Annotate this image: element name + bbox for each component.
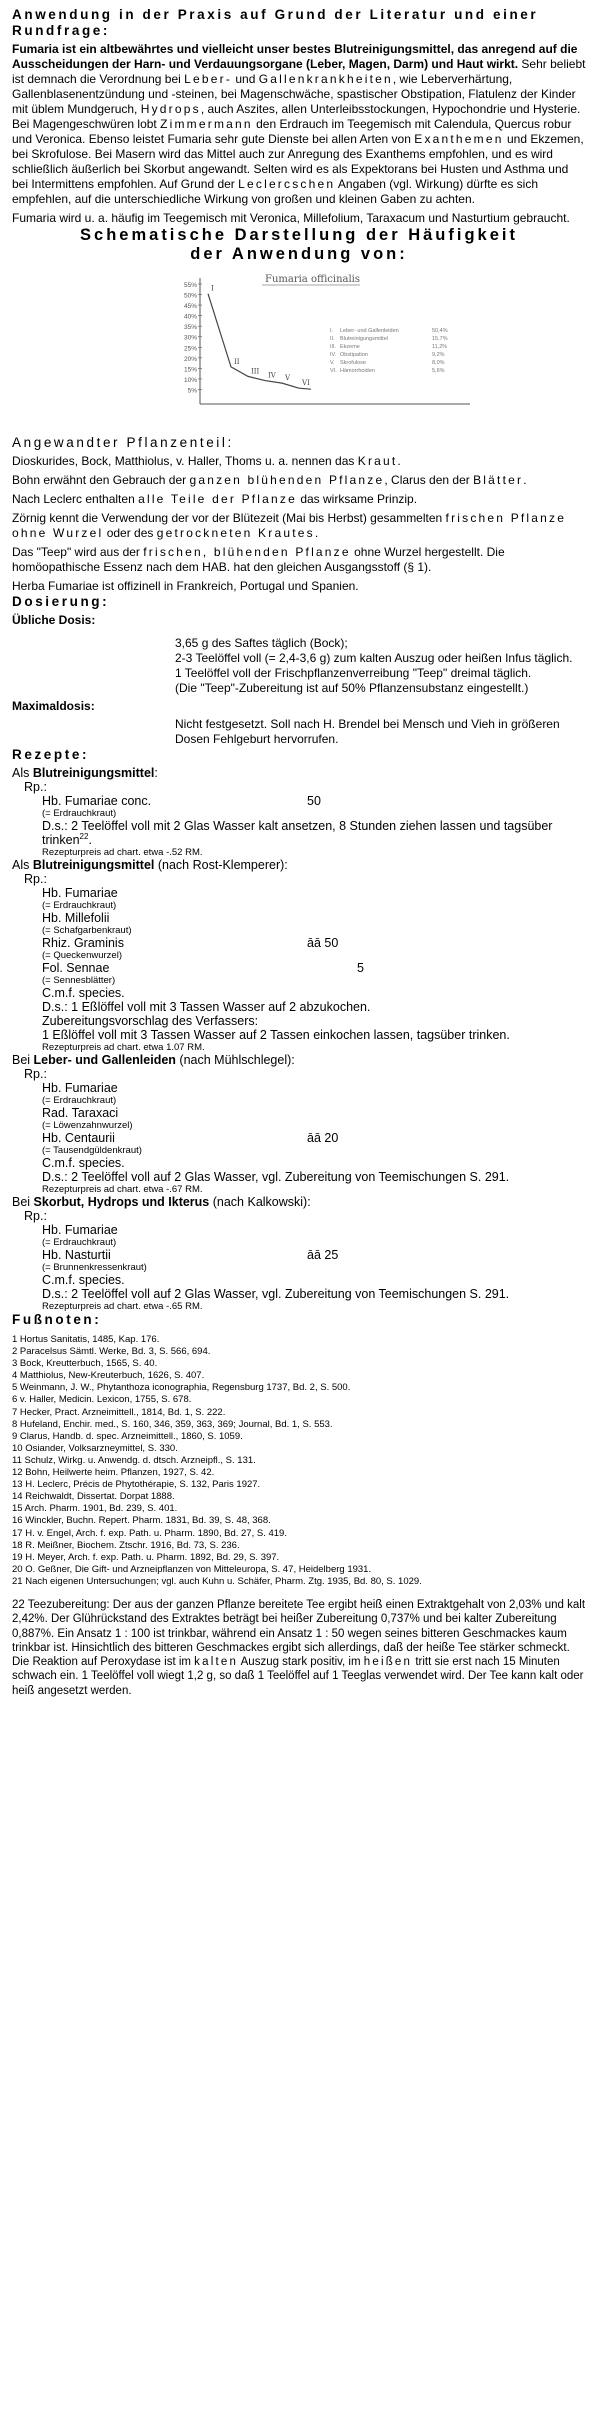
legend-num: V. (330, 360, 335, 366)
footnote: 9 Clarus, Handb. d. spec. Arzneimittell., 1860, S. 1059. (12, 1430, 243, 1442)
usual-dose-body (175, 636, 586, 696)
footnote: 13 H. Leclerc, Précis de Phytothérapie, S. 132, Paris 1927. (12, 1479, 261, 1491)
recipe-synonym: (= Tausendgüldenkraut) (42, 1145, 142, 1156)
footnote: 18 R. Meißner, Biochem. Ztschr. 1916, Bd. 73, S. 236. (12, 1539, 240, 1551)
recipe-price: Rezepturpreis ad chart. etwa -.65 RM. (42, 1301, 203, 1312)
pflanzenteil-line-3: Nach Leclerc enthalten alle Teile der Pflanze das wirksame Prinzip. (12, 492, 418, 506)
pflanzenteil-line-4: Zörnig kennt die Verwendung der vor der Blütezeit (Mai bis Herbst) gesammelten frischen Pflanze ohne Wurzel oder des getrockneten Krautes. (12, 511, 567, 540)
recipe-synonym: (= Löwenzahnwurzel) (42, 1120, 133, 1131)
section-title-schematic: Schematische Darstellung der Häufigkeit der Anwendung von: (80, 226, 518, 263)
chart-title: Fumaria officinalis (265, 274, 360, 285)
recipe-rp: Rp.: (24, 780, 47, 794)
y-tick-label: 40% (183, 313, 197, 321)
section-title-rezepte: Rezepte: (12, 747, 90, 762)
legend-label: Hämorrhoiden (340, 368, 375, 374)
legend-num: I. (330, 328, 334, 334)
footnote: 16 Winckler, Buchn. Repert. Pharm. 1831, Bd. 39, S. 48, 368. (12, 1515, 271, 1527)
section-title-pflanzenteil: Angewandter Pflanzenteil: (12, 435, 234, 450)
recipe-ingredient: Rad. Taraxaci (42, 1106, 119, 1120)
legend-label: Obstipation (340, 352, 368, 358)
frequency-chart-svg (170, 270, 480, 435)
footnote: 10 Osiander, Volksarzneymittel, S. 330. (12, 1442, 178, 1454)
recipe-2-intro: Als Blutreinigungsmittel (nach Rost-Klemperer): (12, 858, 288, 872)
recipe-synonym: (= Erdrauchkraut) (42, 900, 117, 911)
paragraph-teegemisch: Fumaria wird u. a. häufig im Teegemisch mit Veronica, Millefolium, Taraxacum und Nasturtium gebraucht. (12, 211, 570, 225)
footnote: 6 v. Haller, Medicin. Lexicon, 1755, S. 678. (12, 1394, 192, 1406)
pflanzenteil-line-1: Dioskurides, Bock, Matthiolus, v. Haller, Thoms u. a. nennen das Kraut. (12, 454, 401, 468)
recipe-price: Rezepturpreis ad chart. etwa 1.07 RM. (42, 1042, 205, 1053)
y-tick-label: 35% (183, 324, 197, 332)
recipe-rp: Rp.: (24, 872, 47, 886)
y-tick-label: 5% (187, 387, 197, 395)
section-title-dosierung: Dosierung: (12, 594, 110, 609)
section-title-praxis: Anwendung in der Praxis auf Grund der Literatur und einer Rundfrage: (12, 7, 539, 38)
legend-label: Blutreinigungsmittel (340, 336, 388, 342)
point-label: IV (268, 371, 276, 380)
footnote: 11 Schulz, Wirkg. u. Anwendg. d. dtsch. Arzneipfl., S. 131. (12, 1454, 256, 1466)
recipe-rp: Rp.: (24, 1067, 47, 1081)
frequency-chart (170, 270, 480, 435)
recipe-instructions: D.s.: 2 Teelöffel voll mit 2 Glas Wasser kalt ansetzen, 8 Stunden ziehen lassen und tagsüber trinken$^{22}$. (42, 819, 553, 847)
recipe-1-intro: Als Blutreinigungsmittel: (12, 766, 158, 780)
recipe-ingredient: Fol. Sennae 5 (42, 961, 364, 975)
legend-label: Ekzeme (340, 344, 360, 350)
legend-value: 15,7% (432, 336, 448, 342)
point-label: II (234, 357, 240, 366)
recipe-cmf: C.m.f. species. (42, 1273, 125, 1287)
footnote: 14 Reichwaldt, Dissertat. Dorpat 1888. (12, 1491, 175, 1503)
legend-label: Leber- und Gallenleiden (340, 328, 399, 334)
usual-dose-line: 3,65 g des Saftes täglich (Bock); (175, 636, 348, 650)
footnote: 5 Weinmann, J. W., Phytanthoza iconographia, Regensburg 1737, Bd. 2, S. 500. (12, 1382, 351, 1394)
y-tick-label: 10% (183, 376, 197, 384)
recipe-ingredient: Hb. Millefolii (42, 911, 110, 925)
recipe-cmf: C.m.f. species. (42, 1156, 125, 1170)
recipe-ingredient: Rhiz. Graminis āā 50 (42, 936, 339, 950)
usual-dose-line: 2-3 Teelöffel voll (= 2,4-3,6 g) zum kalten Auszug oder heißen Infus täglich. (175, 651, 573, 665)
legend-num: VI. (330, 368, 337, 374)
recipe-ingredient: Hb. Fumariae (42, 1081, 118, 1095)
footnote: 7 Hecker, Pract. Arzneimittell., 1814, Bd. 1, S. 222. (12, 1406, 226, 1418)
recipe-synonym: (= Brunnenkressenkraut) (42, 1262, 147, 1273)
recipe-proposal-label: Zubereitungsvorschlag des Verfassers: (42, 1014, 259, 1028)
recipe-rp: Rp.: (24, 1209, 47, 1223)
legend-num: IV. (330, 352, 337, 358)
legend-value: 11,2% (432, 344, 448, 350)
footnote: 19 H. Meyer, Arch. f. exp. Path. u. Pharm. 1892, Bd. 29, S. 397. (12, 1551, 280, 1563)
section-title-fussnoten: Fußnoten: (12, 1312, 102, 1327)
y-tick-label: 55% (183, 282, 197, 289)
recipe-ingredient: Hb. Fumariae conc. 50 (42, 794, 321, 808)
point-label: III (251, 367, 260, 376)
y-tick-label: 15% (183, 366, 197, 374)
footnote: 3 Bock, Kreutterbuch, 1565, S. 40. (12, 1358, 158, 1370)
legend-num: III. (330, 344, 337, 350)
footnote: 12 Bohn, Heilwerte heim. Pflanzen, 1927, S. 42. (12, 1467, 215, 1479)
y-tick-label: 20% (183, 355, 197, 363)
usual-dose-line: 1 Teelöffel voll der Frischpflanzenverreibung "Teep" dreimal täglich. (175, 666, 532, 680)
pflanzenteil-line-2: Bohn erwähnt den Gebrauch der ganzen blühenden Pflanze, Clarus den der Blätter. (12, 473, 527, 487)
footnote: 20 O. Geßner, Die Gift- und Arzneipflanzen von Mitteleuropa, S. 47, Heidelberg 1931. (12, 1563, 372, 1575)
recipe-instructions: D.s.: 1 Eßlöffel voll mit 3 Tassen Wasser auf 2 abzukochen. (42, 1000, 371, 1014)
usual-dose-label: Übliche Dosis: (12, 613, 96, 627)
y-tick-label: 45% (183, 303, 197, 311)
footnote: 2 Paracelsus Sämtl. Werke, Bd. 3, S. 566, 694. (12, 1346, 211, 1358)
recipe-instructions: D.s.: 2 Teelöffel voll auf 2 Glas Wasser, vgl. Zubereitung von Teemischungen S. 291. (42, 1287, 510, 1301)
point-label: I (211, 284, 214, 293)
recipe-price: Rezepturpreis ad chart. etwa -.67 RM. (42, 1184, 203, 1195)
footnote-22: 22 Teezubereitung: Der aus der ganzen Pflanze bereitete Tee ergibt heiß einen Extraktgehalt von 2,03% und kalt 2,42%. Der Glührückstand des Extraktes beträgt bei heißer Zubereitung 0,737% und bei kalter Zubereitung 0,887%. Ein Ansatz 1 : 100 ist trinkbar, während ein Ansatz 1 : 50 wegen seines bitteren Geschmackes kaum trinkbar ist. Hinsichtlich des bitteren Geschmackes ergibt sich allerdings, daß der heiße Tee stärker schmeckt. Die Reaktion auf Peroxydase ist im kalten Auszug stark positiv, im heißen tritt sie erst nach 15 Minuten schwach ein. 1 Teelöffel voll wiegt 1,2 g, so daß 1 Teelöffel auf 1 Teeglas verwendet wird. Der Tee kann kalt oder heiß angesetzt werden. (12, 1598, 586, 1697)
recipe-4-intro: Bei Skorbut, Hydrops und Ikterus (nach Kalkowski): (12, 1195, 311, 1209)
bold-intro: Fumaria ist ein altbewährtes und vielleicht unser bestes Blutreinigungsmittel, das anregend auf die Ausscheidungen der Harn- und Verdauungsorgane (Leber, Magen, Darm) und Haut wirkt. (12, 42, 578, 71)
usual-dose-line: (Die "Teep"-Zubereitung ist auf 50% Pflanzensubstanz eingestellt.) (175, 681, 529, 695)
y-tick-label: 25% (183, 345, 197, 353)
footnotes-list (12, 1334, 586, 1588)
recipe-cmf: C.m.f. species. (42, 986, 125, 1000)
series-tail (299, 388, 311, 389)
pflanzenteil-line-6: Herba Fumariae ist offizinell in Frankreich, Portugal und Spanien. (12, 579, 359, 593)
y-tick-label: 50% (183, 292, 197, 300)
recipe-ingredient: Hb. Fumariae (42, 1223, 118, 1237)
recipe-instructions: D.s.: 2 Teelöffel voll auf 2 Glas Wasser, vgl. Zubereitung von Teemischungen S. 291. (42, 1170, 510, 1184)
paragraph-praxis: Fumaria ist ein altbewährtes und vielleicht unser bestes Blutreinigungsmittel, das anregend auf die Ausscheidungen der Harn- und Verdauungsorgane (Leber, Magen, Darm) und Haut wirkt. Sehr beliebt ist demnach die Verordnung bei Leber- und Gallenkrankheiten, wie Leberverhärtung, Gallenblasenentzündung und -steinen, bei Magenschwäche, spastischer Obstipation, Flatulenz der Kinder mit üblem Mundgeruch, Hydrops, auch Aszites, allen Unterleibsstockungen, Hypochondrie und Hysterie. Bei Magengeschwüren lobt Zimmermann den Erdrauch im Teegemisch mit Calendula, Quercus robur und Veronica. Ebenso leistet Fumaria sehr gute Dienste bei allen Arten von Exanthemen und Ekzemen, bei Skrofulose. Bei Masern wird das Mittel auch zur Anregung des Exanthems empfohlen, und es wird schließlich äußerlich bei Skorbut angewandt. Selten wird es als Expektorans bei Husten und Asthma und bei Intermittens empfohlen. Auf Grund der Leclercschen Angaben (vgl. Wirkung) dürfte es sich empfehlen, auf die unterschiedliche Wirkung von großen und kleinen Gaben zu achten. (12, 42, 586, 206)
footnote: 8 Hufeland, Enchir. med., S. 160, 346, 359, 363, 369; Journal, Bd. 1, S. 553. (12, 1418, 333, 1430)
footnote: 21 Nach eigenen Untersuchungen; vgl. auch Kuhn u. Schäfer, Pharm. Ztg. 1935, Bd. 80, S. 1029. (12, 1575, 422, 1587)
pflanzenteil-line-5: Das "Teep" wird aus der frischen, blühenden Pflanze ohne Wurzel hergestellt. Die homöopathische Essenz nach dem HAB. hat den gleichen Ausgangsstoff (§ 1). (12, 545, 505, 574)
legend-value: 50,4% (432, 328, 448, 334)
recipes (12, 766, 586, 1312)
point-label: VI (302, 379, 310, 388)
legend-value: 5,6% (432, 368, 445, 374)
recipe-synonym: (= Queckenwurzel) (42, 950, 122, 961)
recipe-3-intro: Bei Leber- und Gallenleiden (nach Mühlschlegel): (12, 1053, 295, 1067)
footnote: 4 Matthiolus, New-Kreuterbuch, 1626, S. 407. (12, 1370, 205, 1382)
recipe-proposal: 1 Eßlöffel voll mit 3 Tassen Wasser auf 2 Tassen einkochen lassen, tagsüber trinken. (42, 1028, 510, 1042)
recipe-synonym: (= Erdrauchkraut) (42, 1237, 117, 1248)
footnote: 17 H. v. Engel, Arch. f. exp. Path. u. Pharm. 1890, Bd. 27, S. 419. (12, 1527, 287, 1539)
recipe-synonym: (= Schafgarbenkraut) (42, 925, 132, 936)
recipe-synonym: (= Sennesblätter) (42, 975, 116, 986)
legend-value: 9,2% (432, 352, 445, 358)
legend-label: Skrofulose (340, 360, 366, 366)
recipe-ingredient: Hb. Nasturtii āā 25 (42, 1248, 339, 1262)
recipe-ingredient: Hb. Centaurii āā 20 (42, 1131, 339, 1145)
recipe-synonym: (= Erdrauchkraut) (42, 1095, 117, 1106)
max-dose-text: Nicht festgesetzt. Soll nach H. Brendel bei Mensch und Vieh in größeren Dosen Fehlgeburt hervorrufen. (175, 717, 560, 746)
point-label: V (285, 374, 291, 383)
footnote: 1 Hortus Sanitatis, 1485, Kap. 176. (12, 1334, 160, 1345)
y-tick-label: 30% (183, 334, 197, 342)
recipe-price: Rezepturpreis ad chart. etwa -.52 RM. (42, 847, 203, 858)
recipe-synonym: (= Erdrauchkraut) (42, 808, 117, 819)
recipe-ingredient: Hb. Fumariae (42, 886, 118, 900)
max-dose-label: Maximaldosis: (12, 699, 95, 713)
legend-num: II. (330, 336, 335, 342)
footnote: 15 Arch. Pharm. 1901, Bd. 239, S. 401. (12, 1503, 178, 1515)
legend-value: 8,0% (432, 360, 445, 366)
